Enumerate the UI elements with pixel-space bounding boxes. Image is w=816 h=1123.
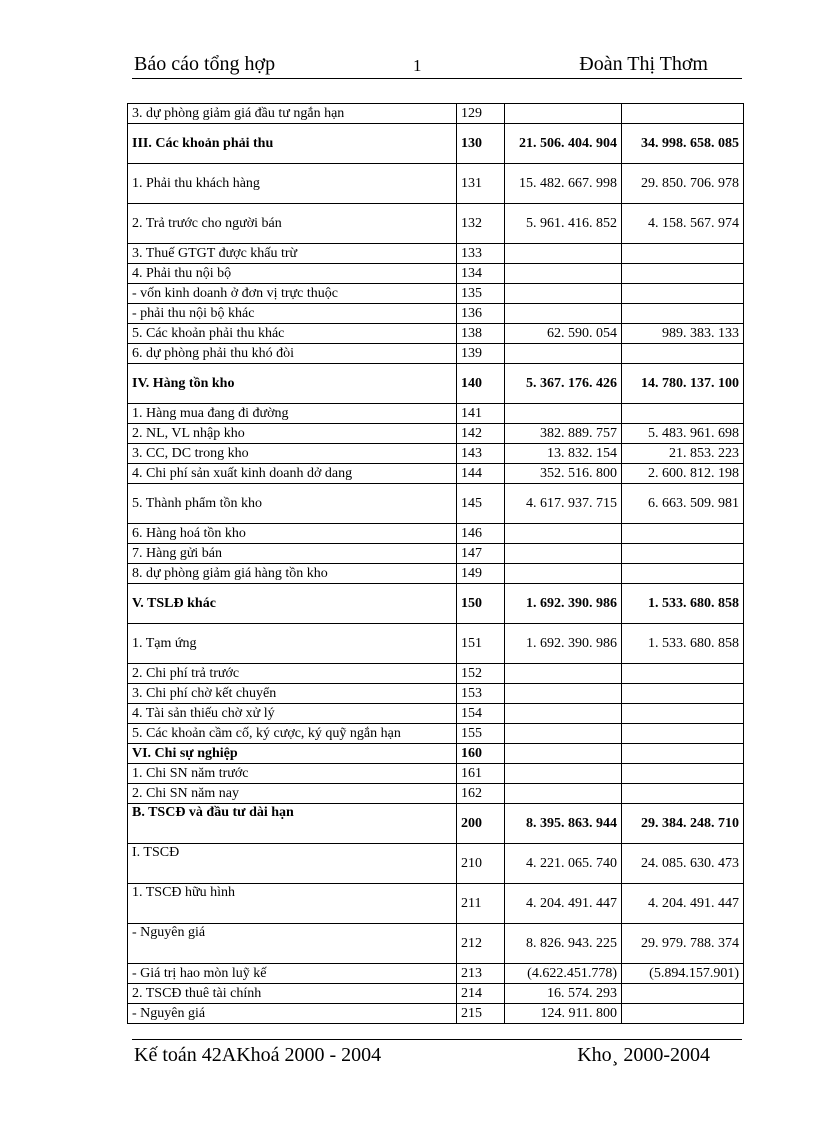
value-year-end xyxy=(622,564,744,584)
row-label: B. TSCĐ và đầu tư dài hạn xyxy=(128,804,457,844)
table-row xyxy=(128,924,744,964)
row-code: 142 xyxy=(457,424,505,444)
row-label: 6. Hàng hoá tồn kho xyxy=(128,524,457,544)
row-code: 161 xyxy=(457,764,505,784)
page-number: 1 xyxy=(413,56,422,75)
table-row xyxy=(128,804,744,844)
row-label: - Giá trị hao mòn luỹ kế xyxy=(128,964,457,984)
value-year-start: 1. 692. 390. 986 xyxy=(505,584,622,624)
row-code: 214 xyxy=(457,984,505,1004)
row-label: 8. dự phòng giảm giá hàng tồn kho xyxy=(128,564,457,584)
table-row xyxy=(128,964,744,984)
footer-class-info: Kế toán 42AKhoá 2000 - 2004 xyxy=(134,1044,382,1066)
value-year-start: 4. 204. 491. 447 xyxy=(505,884,622,924)
table-row xyxy=(128,364,744,404)
value-year-end xyxy=(622,344,744,364)
value-year-start: 21. 506. 404. 904 xyxy=(505,124,622,164)
row-label: 2. TSCĐ thuê tài chính xyxy=(128,984,457,1004)
value-year-end: 1. 533. 680. 858 xyxy=(622,624,744,664)
value-year-end xyxy=(622,684,744,704)
table-row xyxy=(128,584,744,624)
table-row xyxy=(128,1004,744,1024)
row-label: - phải thu nội bộ khác xyxy=(128,304,457,324)
row-code: 141 xyxy=(457,404,505,424)
value-year-start: 13. 832. 154 xyxy=(505,444,622,464)
value-year-end xyxy=(622,1004,744,1024)
row-label: 3. CC, DC trong kho xyxy=(128,444,457,464)
value-year-end xyxy=(622,704,744,724)
value-year-start: 4. 221. 065. 740 xyxy=(505,844,622,884)
row-code: 134 xyxy=(457,264,505,284)
value-year-start xyxy=(505,304,622,324)
table-row xyxy=(128,764,744,784)
row-label: 6. dự phòng phải thu khó đòi xyxy=(128,344,457,364)
value-year-end xyxy=(622,664,744,684)
value-year-start xyxy=(505,744,622,764)
row-label: 2. Trả trước cho người bán xyxy=(128,204,457,244)
value-year-start xyxy=(505,264,622,284)
table-row xyxy=(128,164,744,204)
value-year-end: 6. 663. 509. 981 xyxy=(622,484,744,524)
row-code: 212 xyxy=(457,924,505,964)
table-row xyxy=(128,284,744,304)
value-year-end xyxy=(622,764,744,784)
value-year-start xyxy=(505,764,622,784)
row-label: 1. Chi SN năm trước xyxy=(128,764,457,784)
row-label: 3. Thuế GTGT được khấu trừ xyxy=(128,244,457,264)
value-year-end xyxy=(622,244,744,264)
table-row xyxy=(128,104,744,124)
row-code: 144 xyxy=(457,464,505,484)
row-code: 155 xyxy=(457,724,505,744)
row-label: 4. Chi phí sản xuất kinh doanh dở dang xyxy=(128,464,457,484)
value-year-start xyxy=(505,404,622,424)
table-row xyxy=(128,884,744,924)
value-year-end xyxy=(622,304,744,324)
value-year-start xyxy=(505,524,622,544)
value-year-start: 352. 516. 800 xyxy=(505,464,622,484)
table-row xyxy=(128,564,744,584)
row-label: 4. Phải thu nội bộ xyxy=(128,264,457,284)
row-code: 143 xyxy=(457,444,505,464)
value-year-end xyxy=(622,284,744,304)
value-year-start xyxy=(505,784,622,804)
balance-sheet-table xyxy=(127,103,744,1024)
table-row xyxy=(128,324,744,344)
value-year-end: 29. 850. 706. 978 xyxy=(622,164,744,204)
row-code: 136 xyxy=(457,304,505,324)
value-year-end: 4. 204. 491. 447 xyxy=(622,884,744,924)
value-year-start: 16. 574. 293 xyxy=(505,984,622,1004)
value-year-start: 382. 889. 757 xyxy=(505,424,622,444)
row-code: 133 xyxy=(457,244,505,264)
row-code: 130 xyxy=(457,124,505,164)
value-year-start: 8. 395. 863. 944 xyxy=(505,804,622,844)
row-label: 5. Các khoản cầm cố, ký cược, ký quỹ ngắn hạn xyxy=(128,724,457,744)
value-year-start xyxy=(505,284,622,304)
value-year-start: 5. 367. 176. 426 xyxy=(505,364,622,404)
value-year-end: 5. 483. 961. 698 xyxy=(622,424,744,444)
table-row xyxy=(128,744,744,764)
row-code: 213 xyxy=(457,964,505,984)
table-row xyxy=(128,784,744,804)
row-label: 7. Hàng gửi bán xyxy=(128,544,457,564)
header-author: Đoàn Thị Thơm xyxy=(579,53,708,75)
row-code: 145 xyxy=(457,484,505,524)
value-year-start xyxy=(505,704,622,724)
table-row xyxy=(128,464,744,484)
row-code: 215 xyxy=(457,1004,505,1024)
value-year-end xyxy=(622,544,744,564)
table-row xyxy=(128,684,744,704)
row-label: 3. dự phòng giảm giá đầu tư ngắn hạn xyxy=(128,104,457,124)
row-code: 153 xyxy=(457,684,505,704)
row-code: 129 xyxy=(457,104,505,124)
table-row xyxy=(128,344,744,364)
page-header xyxy=(132,50,742,79)
row-label: VI. Chi sự nghiệp xyxy=(128,744,457,764)
row-code: 200 xyxy=(457,804,505,844)
value-year-end xyxy=(622,784,744,804)
row-code: 152 xyxy=(457,664,505,684)
value-year-end xyxy=(622,744,744,764)
value-year-start xyxy=(505,684,622,704)
table-row xyxy=(128,984,744,1004)
value-year-end xyxy=(622,524,744,544)
value-year-end xyxy=(622,404,744,424)
value-year-start xyxy=(505,724,622,744)
row-code: 146 xyxy=(457,524,505,544)
footer-course-years: Kho¸ 2000-2004 xyxy=(577,1044,710,1066)
row-code: 135 xyxy=(457,284,505,304)
row-label: 2. Chi SN năm nay xyxy=(128,784,457,804)
value-year-end: (5.894.157.901) xyxy=(622,964,744,984)
table-row xyxy=(128,524,744,544)
row-code: 162 xyxy=(457,784,505,804)
row-label: - Nguyên giá xyxy=(128,1004,457,1024)
row-label: V. TSLĐ khác xyxy=(128,584,457,624)
value-year-start: 15. 482. 667. 998 xyxy=(505,164,622,204)
row-code: 132 xyxy=(457,204,505,244)
page-footer xyxy=(132,1039,742,1080)
table-row xyxy=(128,844,744,884)
value-year-start xyxy=(505,564,622,584)
row-label: 5. Thành phẩm tồn kho xyxy=(128,484,457,524)
header-report-title: Báo cáo tổng hợp xyxy=(134,53,276,75)
row-code: 139 xyxy=(457,344,505,364)
row-label: - Nguyên giá xyxy=(128,924,457,964)
value-year-end: 29. 384. 248. 710 xyxy=(622,804,744,844)
row-code: 211 xyxy=(457,884,505,924)
value-year-end: 1. 533. 680. 858 xyxy=(622,584,744,624)
row-label: 1. Hàng mua đang đi đường xyxy=(128,404,457,424)
value-year-start: 4. 617. 937. 715 xyxy=(505,484,622,524)
balance-sheet-body xyxy=(128,104,744,1024)
value-year-end xyxy=(622,264,744,284)
row-code: 150 xyxy=(457,584,505,624)
row-label: 1. Phải thu khách hàng xyxy=(128,164,457,204)
value-year-end xyxy=(622,724,744,744)
value-year-start: (4.622.451.778) xyxy=(505,964,622,984)
value-year-end: 21. 853. 223 xyxy=(622,444,744,464)
value-year-end: 2. 600. 812. 198 xyxy=(622,464,744,484)
row-code: 154 xyxy=(457,704,505,724)
row-code: 149 xyxy=(457,564,505,584)
table-row xyxy=(128,664,744,684)
table-row xyxy=(128,424,744,444)
table-row xyxy=(128,204,744,244)
row-code: 147 xyxy=(457,544,505,564)
value-year-end xyxy=(622,104,744,124)
value-year-start: 62. 590. 054 xyxy=(505,324,622,344)
row-label: - vốn kinh doanh ở đơn vị trực thuộc xyxy=(128,284,457,304)
row-label: 1. TSCĐ hữu hình xyxy=(128,884,457,924)
row-label: 2. NL, VL nhập kho xyxy=(128,424,457,444)
value-year-start: 124. 911. 800 xyxy=(505,1004,622,1024)
row-code: 160 xyxy=(457,744,505,764)
value-year-end: 4. 158. 567. 974 xyxy=(622,204,744,244)
value-year-start xyxy=(505,664,622,684)
value-year-end: 14. 780. 137. 100 xyxy=(622,364,744,404)
row-label: I. TSCĐ xyxy=(128,844,457,884)
row-code: 131 xyxy=(457,164,505,204)
row-label: 5. Các khoản phải thu khác xyxy=(128,324,457,344)
row-code: 151 xyxy=(457,624,505,664)
value-year-end: 34. 998. 658. 085 xyxy=(622,124,744,164)
row-label: III. Các khoản phải thu xyxy=(128,124,457,164)
value-year-start: 1. 692. 390. 986 xyxy=(505,624,622,664)
row-code: 210 xyxy=(457,844,505,884)
table-row xyxy=(128,444,744,464)
table-row xyxy=(128,724,744,744)
row-code: 138 xyxy=(457,324,505,344)
row-label: IV. Hàng tồn kho xyxy=(128,364,457,404)
row-label: 2. Chi phí trả trước xyxy=(128,664,457,684)
table-row xyxy=(128,484,744,524)
table-row xyxy=(128,244,744,264)
table-row xyxy=(128,124,744,164)
value-year-end: 29. 979. 788. 374 xyxy=(622,924,744,964)
table-row xyxy=(128,544,744,564)
value-year-start xyxy=(505,344,622,364)
table-row xyxy=(128,624,744,664)
table-row xyxy=(128,404,744,424)
value-year-start: 8. 826. 943. 225 xyxy=(505,924,622,964)
value-year-end: 24. 085. 630. 473 xyxy=(622,844,744,884)
value-year-start xyxy=(505,544,622,564)
value-year-start xyxy=(505,104,622,124)
row-label: 4. Tài sản thiếu chờ xử lý xyxy=(128,704,457,724)
table-row xyxy=(128,264,744,284)
row-label: 1. Tạm ứng xyxy=(128,624,457,664)
value-year-start xyxy=(505,244,622,264)
table-row xyxy=(128,704,744,724)
value-year-end: 989. 383. 133 xyxy=(622,324,744,344)
row-code: 140 xyxy=(457,364,505,404)
table-row xyxy=(128,304,744,324)
value-year-start: 5. 961. 416. 852 xyxy=(505,204,622,244)
value-year-end xyxy=(622,984,744,1004)
row-label: 3. Chi phí chờ kết chuyển xyxy=(128,684,457,704)
